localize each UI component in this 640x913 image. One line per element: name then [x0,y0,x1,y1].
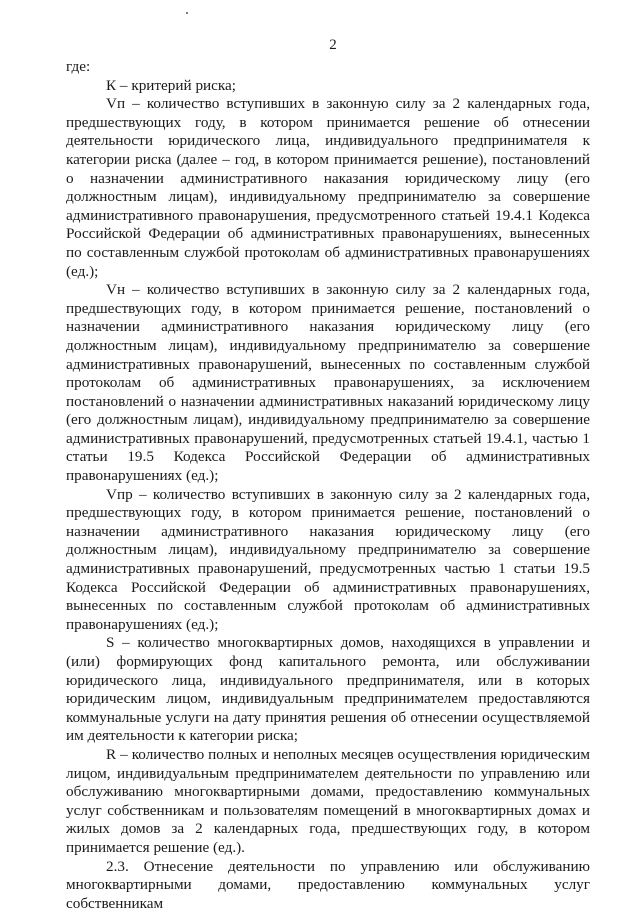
paragraph-k-definition: К – критерий риска; [106,76,237,94]
paragraph-vp-definition: Vп – количество вступивших в законную силу за 2 календарных года, предшествующих году, в котором принимается решение об отнесении деятельности юридического лица, индивидуального предпринимателя к категории риска (далее – год, в котором принимается решение), постановлений о назначении административного наказания юридическому лицу (его должностным лицам), индивидуальному предпринимателю за совершение административного правонарушения, предусмотренного статьей 19.4.1 Кодекса Российской Федерации об административных правонарушениях, вынесенных по составленным службой протоколам об административных правонарушениях (ед.); [66,95,590,280]
paragraph-vpr-definition: Vпр – количество вступивших в законную силу за 2 календарных года, предшествующих году, в котором принимается решение, постановлений о назначении административного наказания юридическому лицу (его должностным лицам), индивидуальному предпринимателю за совершение административных правонарушений, предусмотренных частью 1 статьи 19.5 Кодекса Российской Федерации об административных правонарушениях, вынесенных по составленным службой протоколам об административных правонарушениях (ед.); [66,485,590,633]
paragraph-where: где: [66,58,91,75]
paragraph-section-2-3: 2.3. Отнесение деятельности по управлению или обслуживанию многоквартирными домами, предоставлению коммунальных услуг собственникам [66,857,590,912]
page-number: 2 [329,37,337,53]
scan-speck [186,12,188,14]
paragraph-vn-definition: Vн – количество вступивших в законную силу за 2 календарных года, предшествующих году, в котором принимается решение, постановлений о назначении административного наказания юридическому лицу (его должностным лицам), индивидуальному предпринимателю за совершение административных правонарушений, вынесенных по составленным службой протоколам об административных правонарушениях, за исключением постановлений о назначении административных наказаний юридическому лицу (его должностным лицам), индивидуальному предпринимателю за совершение административных правонарушений, предусмотренных статьей 19.4.1, частью 1 статьи 19.5 Кодекса Российской Федерации об административных правонарушениях (ед.); [66,281,590,485]
paragraph-r-definition: R – количество полных и неполных месяцев осуществления юридическим лицом, индивидуальным предпринимателем деятельности по управлению или обслуживанию многоквартирными домами, предоставлению коммунальных услуг собственникам и пользователям помещений в многоквартирных домах и жилых домов за 2 календарных года, предшествующих году, в котором принимается решение (ед.). [66,745,590,856]
paragraph-s-definition: S – количество многоквартирных домов, находящихся в управлении и (или) формирующих фонд капитального ремонта, или обслуживании юридического лица, индивидуального предпринимателя, или в которых юридическим лицом, индивидуальным предпринимателем предоставляются коммунальные услуги на дату принятия решения об отнесении осуществляемой им деятельности к категории риска; [66,634,590,745]
